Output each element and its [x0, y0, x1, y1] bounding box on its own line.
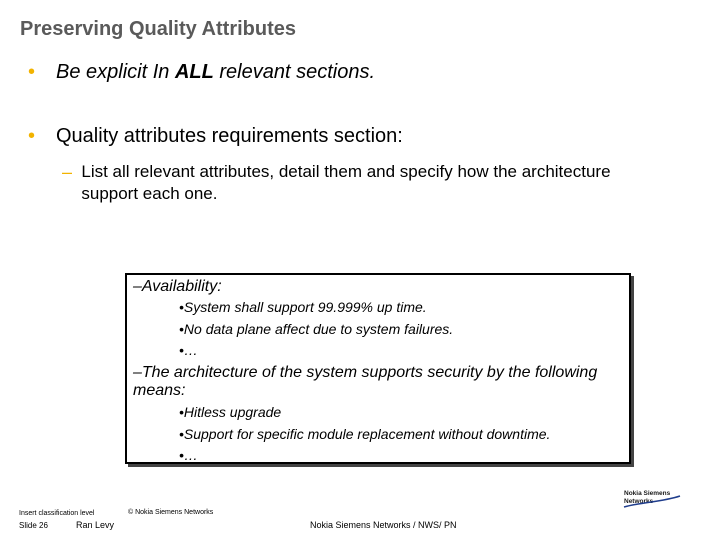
slide-title: Preserving Quality Attributes [20, 18, 296, 40]
nsn-logo-icon [622, 486, 682, 510]
bullet-quality-section-text: Quality attributes requirements section: [56, 125, 403, 147]
bullet-explicit-suffix: relevant sections. [213, 61, 376, 83]
security-heading: –The architecture of the system supports security by the following means: [133, 364, 598, 399]
security-item: •Support for specific module replacement without downtime. [179, 426, 551, 442]
author-name: Ran Levy [76, 520, 115, 530]
availability-item: •No data plane affect due to system failures. [179, 321, 454, 337]
availability-item: •… [179, 342, 198, 358]
svg-text:Networks: Networks [624, 498, 654, 505]
dash-icon: – [62, 162, 73, 182]
bullet-explicit [28, 60, 375, 84]
sub-bullet-text: List all relevant attributes, detail them and specify how the architecture support each one. [81, 162, 611, 203]
bullet-explicit-emphasis: ALL [174, 61, 214, 83]
footer-center-text: Nokia Siemens Networks / NWS/ PN [310, 520, 457, 530]
bullet-dot-icon: • [28, 125, 36, 147]
security-item: •Hitless upgrade [179, 404, 282, 420]
example-box [125, 273, 631, 464]
copyright-text: © Nokia Siemens Networks [128, 509, 214, 516]
bullet-dot-icon: • [28, 61, 36, 83]
classification-label: Insert classification level [19, 510, 95, 517]
availability-heading: –Availability: [133, 278, 222, 295]
slide-number: Slide 26 [19, 521, 48, 530]
bullet-quality-section [28, 124, 403, 148]
bullet-explicit-text [56, 60, 375, 84]
nsn-logo [622, 486, 682, 508]
sub-bullet [62, 161, 622, 205]
security-item: •… [179, 447, 198, 463]
svg-text:Nokia Siemens: Nokia Siemens [624, 490, 671, 497]
bullet-explicit-prefix: Be explicit In [56, 61, 175, 83]
availability-item: •System shall support 99.999% up time. [179, 299, 427, 315]
